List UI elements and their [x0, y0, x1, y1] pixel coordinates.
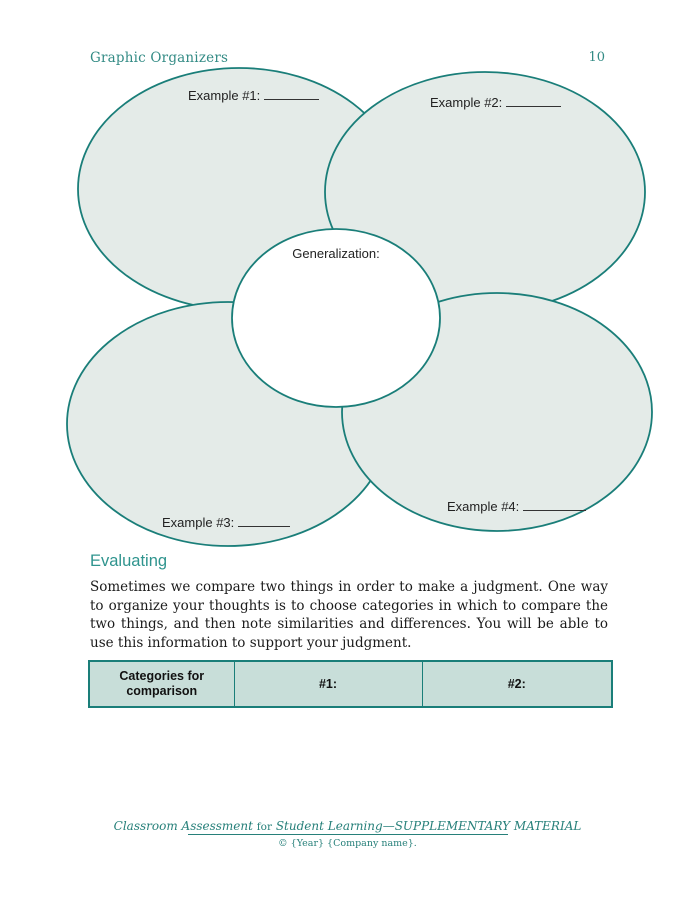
- section-heading: Evaluating: [90, 552, 168, 570]
- table-header-item2: #2:: [422, 661, 612, 707]
- comparison-table: [88, 660, 613, 708]
- body-paragraph: Sometimes we compare two things in order to make a judgment. One way to organize your thoughts is to choose categories in which to compare the two things, and then note similarities and differences. You will be able to use this information to support your judgment.: [90, 579, 608, 651]
- petal-2-label-text: Example #2:: [430, 95, 503, 110]
- petal-1-label-text: Example #1:: [188, 88, 261, 103]
- petal-4-label: [447, 498, 586, 514]
- petal-1-blank-line: [264, 87, 319, 100]
- petal-4-blank-line: [523, 498, 586, 511]
- footer-title-post: Student Learning: [272, 819, 383, 833]
- petal-2-label: [430, 94, 561, 110]
- footer-title: [0, 819, 695, 833]
- footer-copyright: © {Year} {Company name}.: [278, 838, 417, 849]
- petal-1-label: [188, 87, 319, 103]
- footer-rule: [188, 834, 508, 835]
- footer-title-suffix: —SUPPLEMENTARY MATERIAL: [382, 819, 582, 833]
- petal-3-label-text: Example #3:: [162, 515, 235, 530]
- page-footer: [0, 819, 695, 849]
- generalization-label: Generalization:: [292, 246, 380, 261]
- table-header-row: [89, 661, 612, 707]
- footer-title-pre: Classroom Assessment: [113, 819, 257, 833]
- page-title: Graphic Organizers: [90, 50, 229, 66]
- cluster-diagram: [0, 60, 695, 555]
- petal-3-blank-line: [238, 514, 290, 527]
- page-number: 10: [588, 50, 605, 65]
- table-header-categories: Categories for comparison: [89, 661, 234, 707]
- footer-title-for: for: [256, 821, 273, 833]
- petal-4-label-text: Example #4:: [447, 499, 520, 514]
- petal-2-blank-line: [506, 94, 561, 107]
- table-header-item1: #1:: [234, 661, 422, 707]
- petal-3-label: [162, 514, 290, 530]
